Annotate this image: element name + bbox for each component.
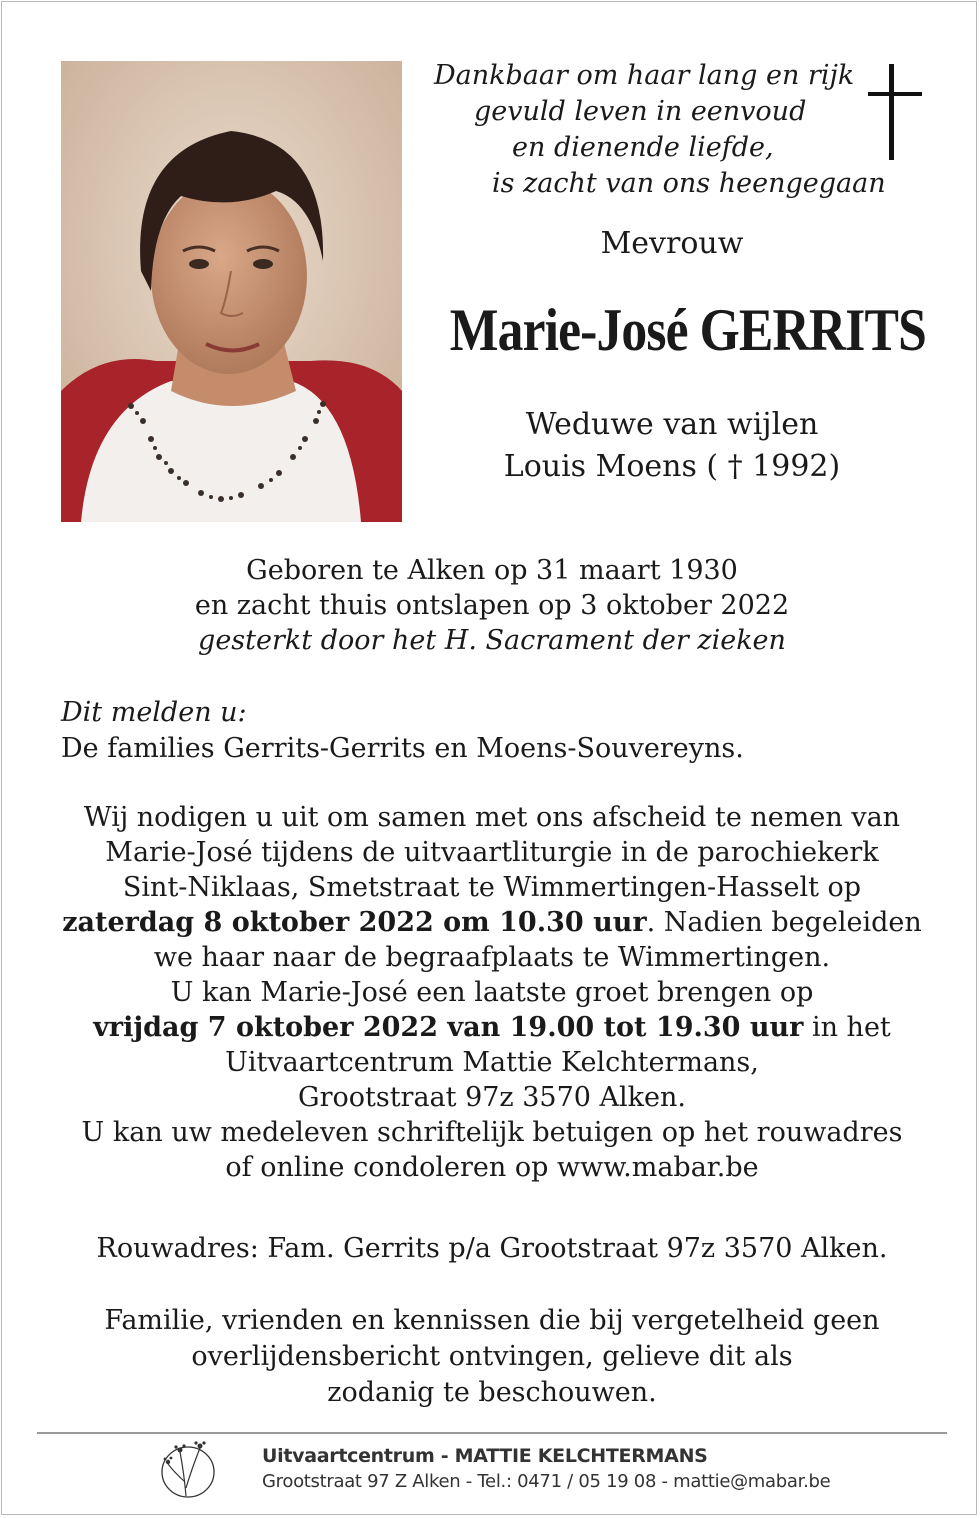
poem-text — [420, 58, 886, 202]
invite-line: Wij nodigen u uit om samen met ons afscheid te nemen van — [83, 802, 901, 833]
cross-icon — [864, 64, 924, 162]
invite-line: U kan Marie-José een laatste groet brengen op — [170, 977, 814, 1008]
family-note-line: overlijdensbericht ontvingen, gelieve dit als — [191, 1341, 793, 1372]
widow-line: Weduwe van wijlen — [525, 407, 819, 442]
death-line: en zacht thuis ontslapen op 3 oktober 2022 — [194, 590, 790, 621]
report-intro: Dit melden u: — [61, 697, 247, 728]
sacrament-line: gesterkt door het H. Sacrament der zieken — [198, 625, 786, 656]
funeral-invitation — [2, 800, 980, 1185]
widow-statement — [422, 404, 922, 488]
invite-line: we haar naar de begraafplaats te Wimmertingen. — [153, 942, 831, 973]
poem-line: is zacht van ons heengegaan — [492, 168, 886, 199]
obituary-card — [1, 1, 977, 1515]
life-dates — [2, 553, 980, 658]
honorific-title: Mevrouw — [600, 226, 744, 261]
birth-line: Geboren te Alken op 31 maart 1930 — [246, 555, 738, 586]
invite-line — [2, 1010, 980, 1045]
invite-line: Marie-José tijdens de uitvaartliturgie in de parochiekerk — [105, 837, 879, 868]
invite-line: Grootstraat 97z 3570 Alken. — [298, 1082, 686, 1113]
poem-line: Dankbaar om haar lang en rijk — [434, 60, 855, 91]
funeral-home-contact: Grootstraat 97 Z Alken - Tel.: 0471 / 05 19 08 - mattie@mabar.be — [262, 1471, 831, 1492]
family-note-line: zodanig te beschouwen. — [327, 1377, 657, 1408]
funeral-home-name: Uitvaartcentrum - MATTIE KELCHTERMANS — [262, 1445, 708, 1467]
footer-divider — [37, 1432, 947, 1434]
mourning-address: Rouwadres: Fam. Gerrits p/a Grootstraat 97z 3570 Alken. — [96, 1233, 888, 1264]
poem-line: en dienende liefde, — [512, 132, 774, 163]
funeral-datetime: zaterdag 8 oktober 2022 om 10.30 uur — [62, 907, 647, 938]
poem-line: gevuld leven in eenvoud — [474, 96, 807, 127]
announcement-from — [61, 695, 744, 767]
spouse-line: Louis Moens ( † 1992) — [503, 449, 841, 484]
portrait-photo — [61, 61, 402, 522]
invite-text: . Nadien begeleiden — [646, 907, 922, 938]
invite-line: Sint-Niklaas, Smetstraat te Wimmertingen-Hasselt op — [122, 872, 862, 903]
visitation-datetime: vrijdag 7 oktober 2022 van 19.00 tot 19.30 uur — [93, 1012, 804, 1043]
invite-line: Uitvaartcentrum Mattie Kelchtermans, — [225, 1047, 759, 1078]
report-families: De families Gerrits-Gerrits en Moens-Souvereyns. — [61, 733, 744, 764]
invite-text: in het — [803, 1012, 891, 1043]
invite-line: of online condoleren op www.mabar.be — [225, 1152, 759, 1183]
portrait-illustration — [61, 61, 402, 522]
family-note-line: Familie, vrienden en kennissen die bij vergetelheid geen — [104, 1305, 880, 1336]
flower-logo-icon — [156, 1438, 236, 1500]
invite-line — [2, 905, 980, 940]
deceased-name: Marie-José GERRITS — [449, 297, 926, 363]
family-note — [2, 1303, 980, 1411]
invite-line: U kan uw medeleven schriftelijk betuigen op het rouwadres — [81, 1117, 903, 1148]
